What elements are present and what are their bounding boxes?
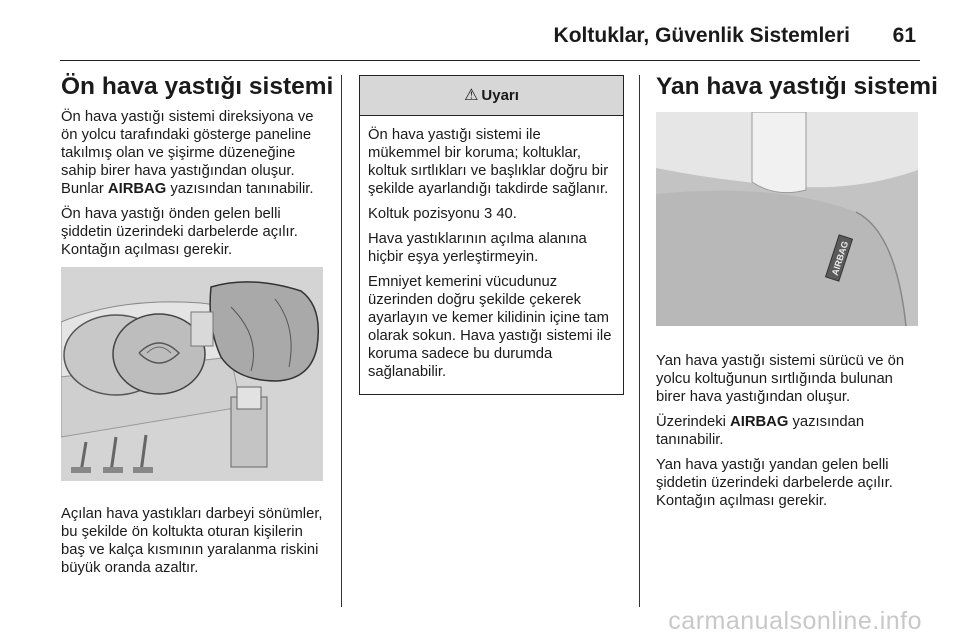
header-title: Koltuklar, Güvenlik Sistemleri — [553, 24, 850, 47]
warning-header — [360, 76, 623, 116]
front-airbag-section — [61, 72, 334, 584]
airbag-label-text: AIRBAG — [107, 181, 167, 197]
front-airbag-paragraph-3: Açılan hava yastıkları darbeyi sönümler, bu şekilde ön koltukta oturan kişilerin baş ve kalça kısmının yaralanma riskini büyük oranda azaltır. — [61, 506, 323, 576]
front-airbag-heading: Ön hava yastığı sistemi — [61, 73, 334, 100]
warning-body — [360, 116, 623, 394]
warning-paragraph-1: Ön hava yastığı sistemi ile mükemmel bir koruma; koltuklar, koltuk sırtlıkları ve başlıklar doğru bir şekilde ayarlandığı takdirde sağlanır. — [368, 127, 609, 197]
page-header — [60, 16, 920, 61]
column-divider-left — [341, 75, 342, 607]
page-reference-icon: 3 — [483, 206, 493, 222]
front-airbag-paragraph-2: Ön hava yastığı önden gelen belli şiddetin üzerindeki darbelerde açılır. Kontağın açılması gerekir. — [61, 206, 298, 258]
warning-triangle-icon: ⚠ — [464, 86, 479, 104]
airbag-label-text: AIRBAG — [730, 414, 789, 430]
warning-paragraph-2: Koltuk pozisyonu 3 40. — [368, 206, 517, 222]
warning-paragraph-3: Hava yastıklarının açılma alanına hiçbir eşya yerleştirmeyin. — [368, 231, 587, 265]
watermark: carmanualsonline.info — [668, 607, 922, 635]
side-airbag-paragraph-3: Yan hava yastığı yandan gelen belli şiddetin üzerindeki darbelerde açılır. Kontağın açılması gerekir. — [656, 457, 893, 509]
side-airbag-paragraph-1: Yan hava yastığı sistemi sürücü ve ön yolcu koltuğunun sırtlığında bulunan birer hava yastığından oluşur. — [656, 353, 905, 405]
side-airbag-heading: Yan hava yastığı sistemi — [656, 73, 938, 100]
warning-paragraph-4: Emniyet kemerini vücudunuz üzerinden doğru şekilde çekerek ayarlayın ve kemer kilidinin içine tam olarak sokun. Hava yastığı sistemi ile koruma sadece bu durumda sağlanabilir. — [368, 274, 612, 380]
warning-title: Uyarı — [481, 86, 519, 104]
side-airbag-paragraph-2: Üzerindeki AIRBAG yazısından tanınabilir. — [656, 414, 865, 448]
front-airbag-illustration — [61, 267, 323, 481]
side-airbag-section — [656, 72, 938, 517]
column-divider-right — [639, 75, 640, 607]
side-airbag-seat-illustration — [656, 112, 918, 326]
page-number: 61 — [892, 24, 916, 47]
airbag-tag-text: AIRBAG — [829, 239, 851, 277]
front-airbag-paragraph-1: Ön hava yastığı sistemi direksiyona ve ön yolcu tarafındaki gösterge paneline takılmış olan ve şişirme düzeneğine sahip birer hava yastığından oluşur. Bunlar AIRBAG yazısından tanınabilir. — [61, 109, 314, 197]
warning-box — [359, 75, 624, 395]
